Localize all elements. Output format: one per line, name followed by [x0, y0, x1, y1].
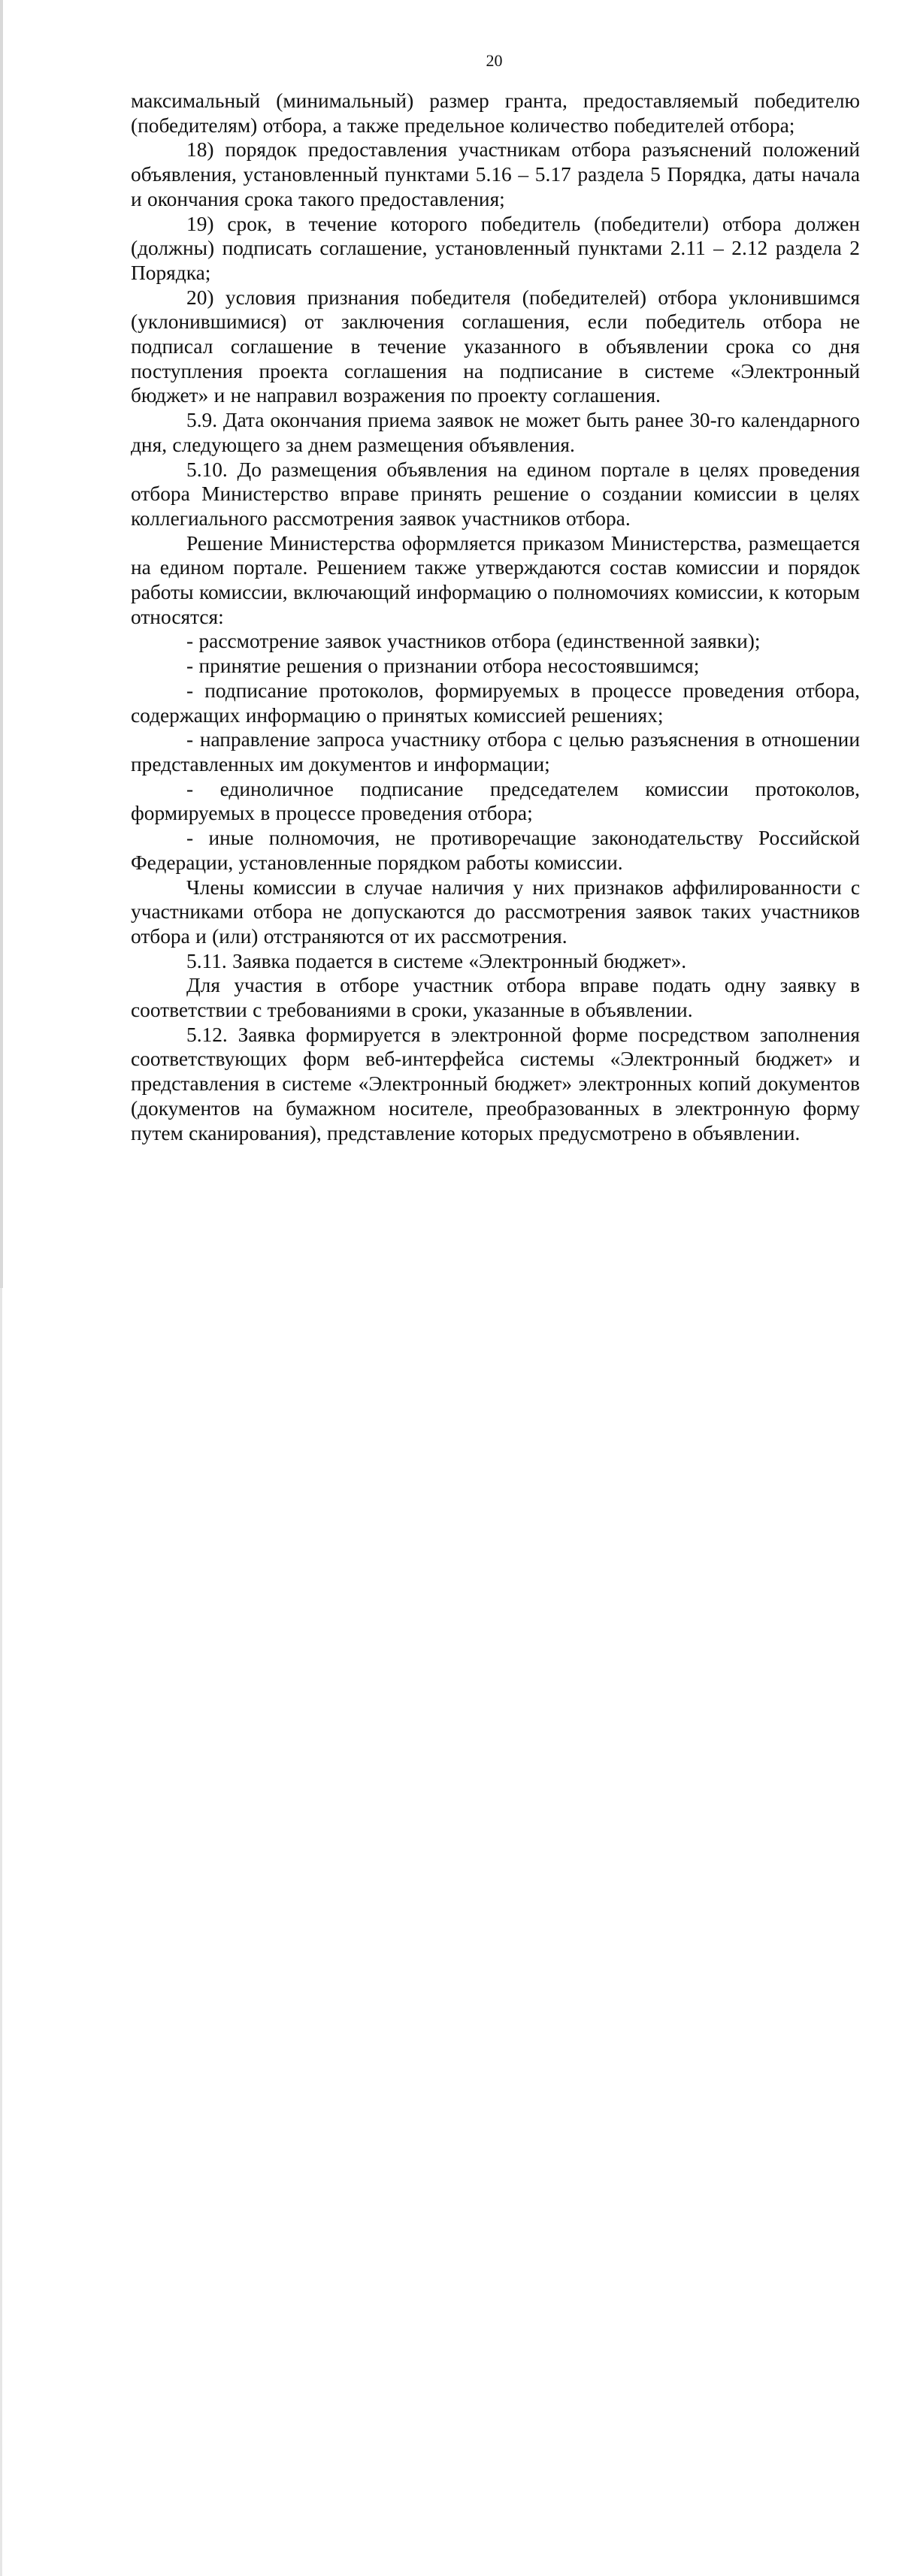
- bullet-item: - принятие решения о признании отбора несостоявшимся;: [186, 655, 700, 678]
- clause-5-12: 5.12. Заявка формируется в электронной форме посредством заполнения соответствующих форм веб-интерфейса системы «Электронный бюджет» и представления в системе «Электронный бюджет» электронных копий документов (документов на бумажном носителе, преобразованных в электронную форму путем сканирования), представление которых предусмотрено в объявлении.: [131, 1023, 860, 1144]
- clause-5-9: 5.9. Дата окончания приема заявок не может быть ранее 30-го календарного дня, следующего за днем размещения объявления.: [131, 409, 860, 456]
- bullet-item: - иные полномочия, не противоречащие законодательству Российской Федерации, установленные порядком работы комиссии.: [131, 827, 860, 874]
- paragraph: Члены комиссии в случае наличия у них признаков аффилированности с участниками отбора не допускаются до рассмотрения заявок таких участников отбора и (или) отстраняются от их рассмотрения.: [131, 875, 860, 948]
- clause-5-11: 5.11. Заявка подается в системе «Электронный бюджет».: [186, 949, 687, 972]
- list-item-19: 19) срок, в течение которого победитель (победители) отбора должен (должны) подписать соглашение, установленный пунктами 2.11 – 2.12 раздела 2 Порядка;: [131, 212, 860, 284]
- clause-5-10: 5.10. До размещения объявления на едином портале в целях проведения отбора Министерство вправе принять решение о создании комиссии в целях коллегиального рассмотрения заявок участников отбора.: [131, 458, 860, 530]
- scan-edge-right: [0, 1288, 2, 2576]
- scan-edge-left: [0, 0, 3, 1288]
- bullet-item: - направление запроса участнику отбора с целью разъяснения в отношении представленных им документов и информации;: [131, 728, 860, 776]
- paragraph: Решение Министерства оформляется приказом Министерства, размещается на едином портале. Решением также утверждаются состав комиссии и порядок работы комиссии, включающий информацию о полномочиях комиссии, к которым относятся:: [131, 531, 860, 628]
- list-item-18: 18) порядок предоставления участникам отбора разъяснений положений объявления, установленный пунктами 5.16 – 5.17 раздела 5 Порядка, даты начала и окончания срока такого предоставления;: [131, 138, 860, 210]
- bullet-item: - единоличное подписание председателем комиссии протоколов, формируемых в процессе проведения отбора;: [131, 777, 860, 825]
- paragraph: Для участия в отборе участник отбора вправе подать одну заявку в соответствии с требованиями в сроки, указанные в объявлении.: [131, 974, 860, 1022]
- document-body: [131, 89, 860, 1145]
- paragraph: максимальный (минимальный) размер гранта, предоставляемый победителю (победителям) отбора, а также предельное количество победителей отбора;: [131, 89, 860, 137]
- bullet-item: - рассмотрение заявок участников отбора (единственной заявки);: [186, 630, 761, 653]
- list-item-20: 20) условия признания победителя (победителей) отбора уклонившимся (уклонившимися) от заключения соглашения, если победитель отбора не подписал соглашение в течение указанного в объявлении срока со дня поступления проекта соглашения на подписание в системе «Электронный бюджет» и не направил возражения по проекту соглашения.: [131, 286, 860, 407]
- page-number: 20: [486, 51, 503, 70]
- bullet-item: - подписание протоколов, формируемых в процессе проведения отбора, содержащих информацию о принятых комиссией решениях;: [131, 679, 860, 727]
